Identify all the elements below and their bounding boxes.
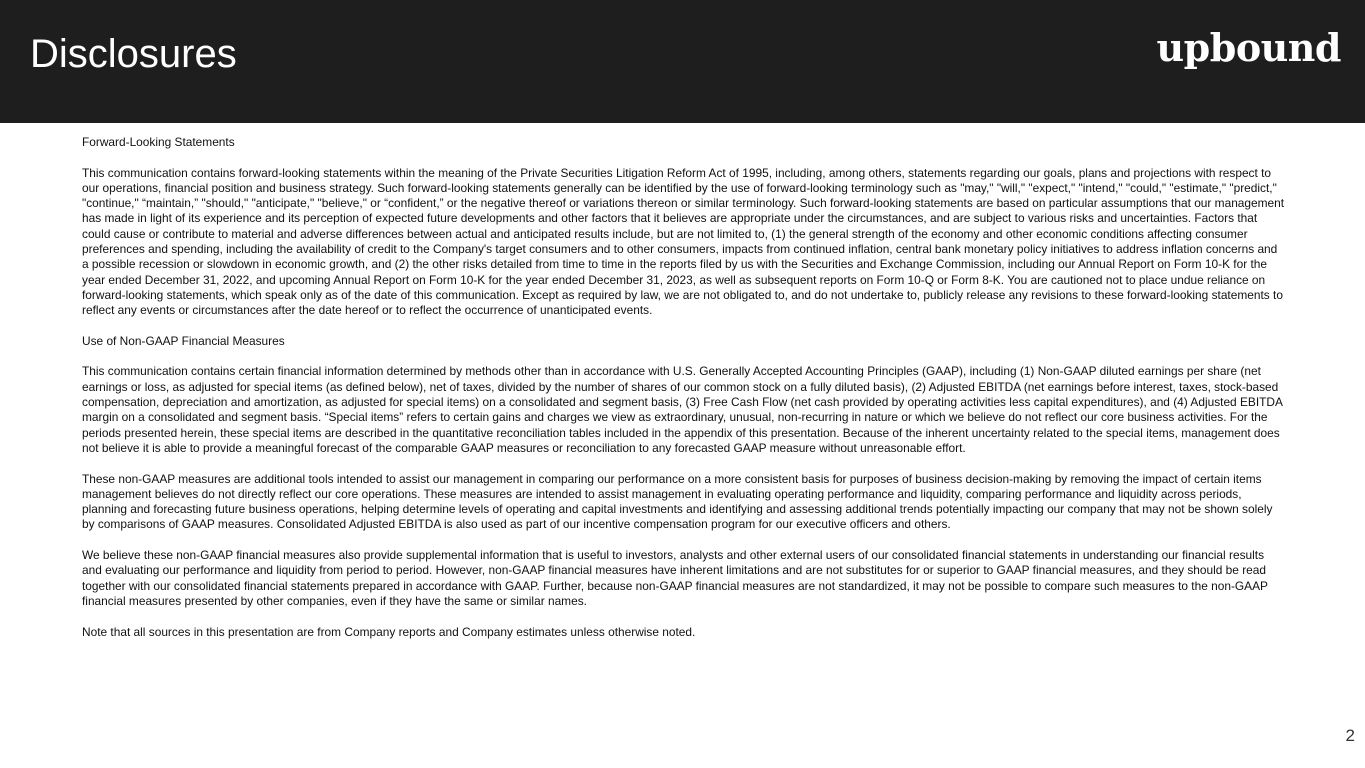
- page-title: Disclosures: [30, 32, 237, 76]
- forward-looking-heading: Forward-Looking Statements: [82, 135, 235, 149]
- sources-note: Note that all sources in this presentation are from Company reports and Company estimates unless otherwise noted.: [82, 624, 696, 639]
- non-gaap-paragraph-2: These non-GAAP measures are additional tools intended to assist our management in comparing our performance on a more consistent basis for purposes of business decision-making by removing the impact of certain items management believes do not directly reflect our core operations. These measures are intended to assist management in evaluating operating performance and liquidity, comparing performance and liquidity across periods, planning and forecasting future business operations, helping determine levels of operating and capital investments and identifying and assessing additional trends potentially impacting our company that may not be shown solely by comparisons of GAAP measures. Consolidated Adjusted EBITDA is also used as part of our incentive compensation program for our executive officers and others.: [82, 471, 1273, 532]
- forward-looking-paragraph: This communication contains forward-looking statements within the meaning of the Private Securities Litigation Reform Act of 1995, including, among others, statements regarding our goals, plans and projections with respect to our operations, financial position and business strategy. Such forward-looking statements generally can be identified by the use of forward-looking terminology such as "may," "will," "expect," "intend," "could," "estimate," "predict," "continue," “maintain,” "should," "anticipate," "believe," or “confident,” or the negative thereof or variations thereon or similar terminology. Such forward-looking statements are based on particular assumptions that our management has made in light of its experience and its perception of expected future developments and other factors that it believes are appropriate under the circumstances, and are subject to various risks and uncertainties. Factors that could cause or contribute to material and adverse differences between actual and anticipated results include, but are not limited to, (1) the general strength of the economy and other economic conditions affecting consumer preferences and spending, including the availability of credit to the Company's target consumers and to other consumers, impacts from continued inflation, central bank monetary policy initiatives to address inflation concerns and a possible recession or slowdown in economic growth, and (2) the other risks detailed from time to time in the reports filed by us with the Securities and Exchange Commission, including our Annual Report on Form 10-K for the year ended December 31, 2022, and upcoming Annual Report on Form 10-K for the year ended December 31, 2023, as well as subsequent reports on Form 10-Q or Form 8-K. You are cautioned not to place undue reliance on forward-looking statements, which speak only as of the date of this communication. Except as required by law, we are not obligated to, and do not undertake to, publicly release any revisions to these forward-looking statements to reflect any events or circumstances after the date hereof or to reflect the occurrence of unanticipated events.: [82, 165, 1285, 318]
- upbound-logo: upbound: [1156, 25, 1341, 70]
- non-gaap-paragraph-3: We believe these non-GAAP financial measures also provide supplemental information that is useful to investors, analysts and other external users of our consolidated financial statements in understanding our financial results and evaluating our performance and liquidity from period to period. However, non-GAAP financial measures have inherent limitations and are not substitutes for or superior to GAAP financial measures, and they should be read together with our consolidated financial statements prepared in accordance with GAAP. Further, because non-GAAP financial measures are not standardized, it may not be possible to compare such measures to the non-GAAP financial measures presented by other companies, even if they have the same or similar names.: [82, 548, 1268, 608]
- non-gaap-heading: Use of Non-GAAP Financial Measures: [82, 333, 285, 348]
- header-bar: [0, 0, 1365, 123]
- page-number: 2: [1345, 726, 1355, 745]
- disclosure-body: [82, 135, 1287, 655]
- non-gaap-paragraph-1: This communication contains certain financial information determined by methods other than in accordance with U.S. Generally Accepted Accounting Principles (GAAP), including (1) Non-GAAP diluted earnings per share (net earnings or loss, as adjusted for special items (as defined below), net of taxes, divided by the number of shares of our common stock on a fully diluted basis), (2) Adjusted EBITDA (net earnings before interest, taxes, stock-based compensation, depreciation and amortization, as adjusted for special items) on a consolidated and segment basis, (3) Free Cash Flow (net cash provided by operating activities less capital expenditures), and (4) Adjusted EBITDA margin on a consolidated and segment basis. “Special items” refers to certain gains and charges we view as extraordinary, unusual, non-recurring in nature or which we believe do not reflect our core business activities. For the periods presented herein, these special items are described in the quantitative reconciliation tables included in the appendix of this presentation. Because of the inherent uncertainty related to the special items, management does not believe it is able to provide a meaningful forecast of the comparable GAAP measures or reconciliation to any forecasted GAAP measure without unreasonable effort.: [82, 364, 1283, 455]
